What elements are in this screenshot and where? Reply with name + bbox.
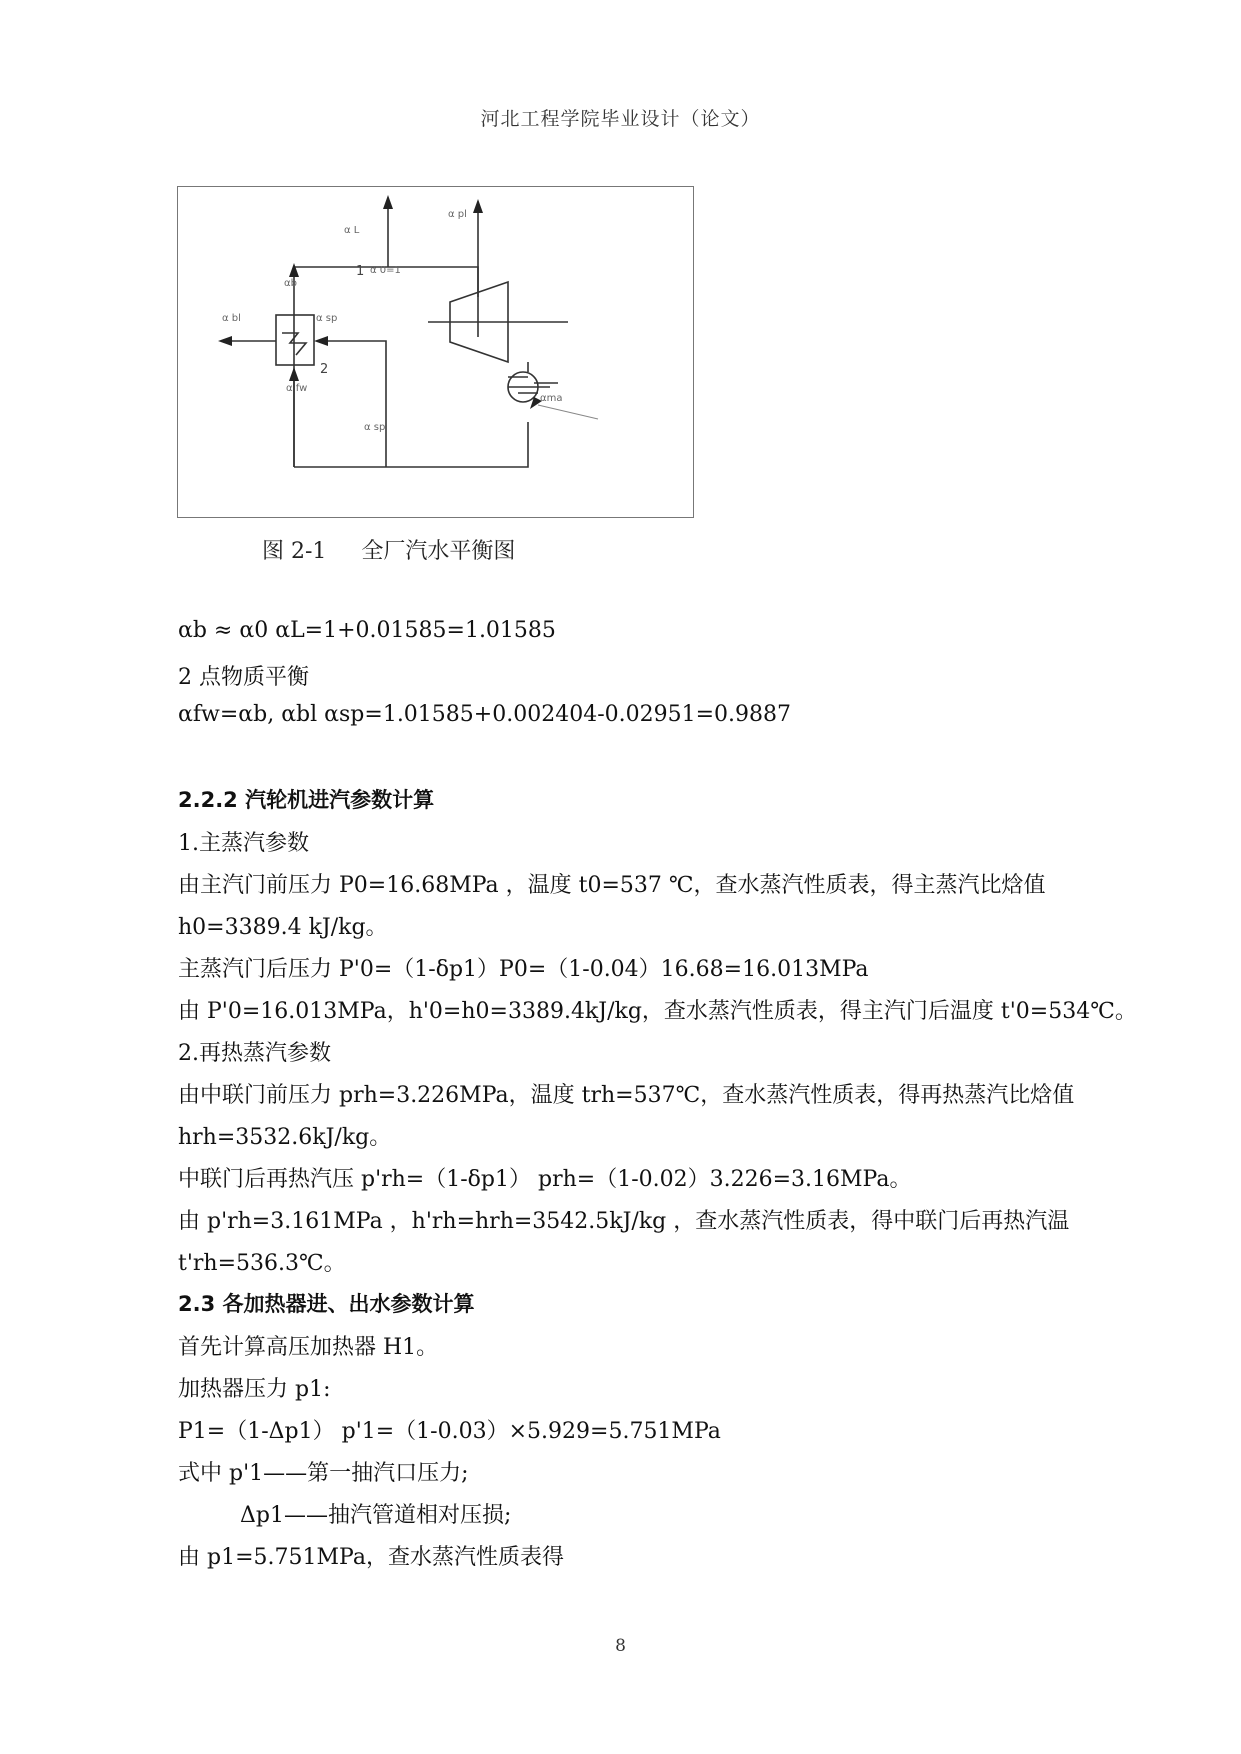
arrow-left-sp [314,336,328,346]
body-line-3: αfw=αb, αbl αsp=1.01585+0.002404-0.02951=0.9887 [178,702,792,727]
section-heading-2-2-2: 2.2.2 汽轮机进汽参数计算 [178,788,435,812]
body-line-19: Δp1——抽汽管道相对压损; [240,1503,512,1528]
arrow-up-b [289,263,299,277]
body-line-14: t'rh=536.3℃。 [178,1251,346,1276]
body-line-1: αb ≈ α0 αL=1+0.01585=1.01585 [178,618,556,643]
label-alpha-bl: α bl [222,313,241,324]
arrow-up-fw [289,367,299,381]
arrow-up-L [383,195,393,209]
body-line-4: 1.主蒸汽参数 [178,831,309,856]
body-line-20: 由 p1=5.751MPa，查水蒸汽性质表得 [178,1545,564,1570]
body-line-15: 首先计算高压加热器 H1。 [178,1335,439,1360]
section-heading-2-3: 2.3 各加热器进、出水参数计算 [178,1292,475,1316]
label-alpha-fw: α fw [286,383,308,394]
drum-heater [276,315,314,365]
page-number: 8 [615,1636,626,1656]
page-header: 河北工程学院毕业设计（论文） [480,108,761,130]
body-line-6: h0=3389.4 kJ/kg。 [178,915,388,940]
arrow-left-bl [218,336,232,346]
arrow-up-pl [473,199,483,213]
label-node-2: 2 [320,362,329,377]
figure-caption: 图 2-1 全厂汽水平衡图 [262,539,516,564]
label-alpha-ma: αma [540,393,563,404]
body-line-5: 由主汽门前压力 P0=16.68MPa ，温度 t0=537 ℃，查水蒸汽性质表，得主蒸汽比焓值 [178,873,1046,898]
body-line-18: 式中 p'1——第一抽汽口压力; [178,1461,469,1486]
label-alpha-b: αb [284,278,297,289]
body-line-2: 2 点物质平衡 [178,665,309,690]
body-line-13: 由 p'rh=3.161MPa ，h'rh=hrh=3542.5kJ/kg ，查水蒸汽性质表，得中联门后再热汽温 [178,1209,1070,1234]
label-alpha-L: α L [344,225,360,236]
label-alpha-sp-bottom: α sp [364,422,386,433]
steam-water-balance-diagram [177,186,694,518]
body-line-7: 主蒸汽门后压力 P'0=（1-δp1）P0=（1-0.04）16.68=16.013MPa [178,957,869,982]
body-line-17: P1=（1-Δp1） p'1=（1-0.03）×5.929=5.751MPa [178,1419,721,1444]
body-line-12: 中联门后再热汽压 p'rh=（1-δp1） prh=（1-0.02）3.226=3.16MPa。 [178,1167,912,1192]
body-line-16: 加热器压力 p1: [178,1377,331,1402]
diagram-svg [178,187,695,519]
label-node-1: 1 [356,264,365,279]
label-alpha-pl: α pl [448,209,467,220]
body-line-9: 2.再热蒸汽参数 [178,1041,331,1066]
return-line [294,422,528,467]
label-alpha-0: α 0=1 [370,265,401,276]
sp-line [318,341,386,467]
body-line-11: hrh=3532.6kJ/kg。 [178,1125,392,1150]
body-line-10: 由中联门前压力 prh=3.226MPa，温度 trh=537℃，查水蒸汽性质表，得再热蒸汽比焓值 [178,1083,1075,1108]
label-alpha-sp-top: α sp [316,313,338,324]
body-line-8: 由 P'0=16.013MPa，h'0=h0=3389.4kJ/kg，查水蒸汽性质表，得主汽门后温度 t'0=534℃。 [178,999,1137,1024]
